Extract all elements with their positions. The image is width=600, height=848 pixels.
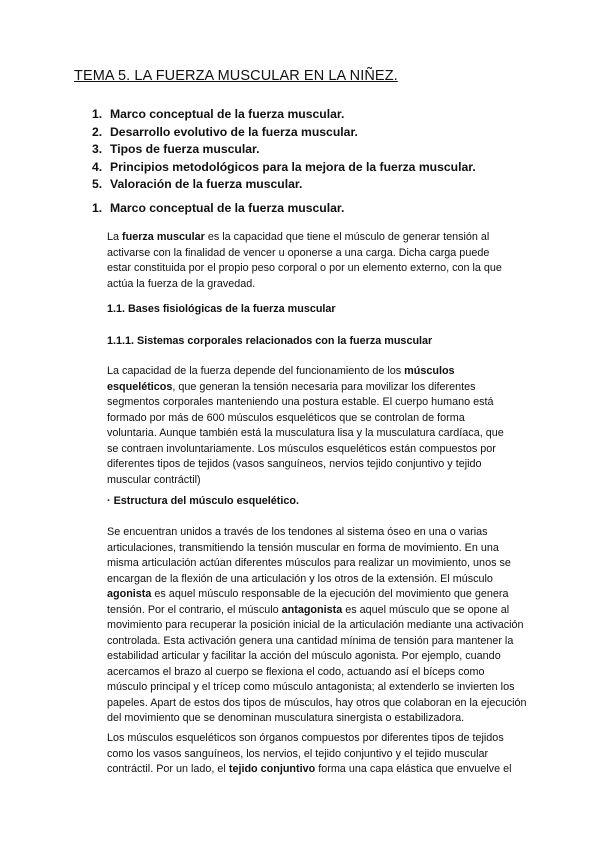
toc-item: 3. Tipos de fuerza muscular. bbox=[92, 142, 260, 156]
structure-heading: · Estructura del músculo esquelético. bbox=[107, 495, 299, 507]
subsubsection-heading: 1.1.1. Sistemas corporales relacionados con la fuerza muscular bbox=[107, 335, 433, 347]
toc-item: 1. Marco conceptual de la fuerza muscular. bbox=[92, 107, 345, 121]
paragraph-structure: Se encuentran unidos a través de los tendones al sistema óseo en una o varias articulaciones, transmitiendo la tensión muscular en forma de movimiento. En una misma articulación actúan diferentes músculos para realizar un movimiento, unos se encargan de la flexión de una articulación y los otros de la extensión. El músculo agonista es aquel músculo responsable de la ejecución del movimiento que genera tensión. Por el contrario, el músculo antagonista es aquel músculo que se opone al movimiento para recuperar la posición inicial de la articulación mediante una activación controlada. Esta activación genera una cantidad mínima de tensión para mantener la estabilidad articular y facilitar la acción del músculo agonista. Por ejemplo, cuando acercamos el brazo al cuerpo se flexiona el codo, actuando así el bíceps como músculo principal y el trícep como músculo antagonista; al extenderlo se invierten los papeles. Apart de estos dos tipos de músculos, hay otros que colaboran en la ejecución del movimiento que se denominan musculatura sinergista o estabilizadora. bbox=[107, 526, 527, 724]
toc-item: 2. Desarrollo evolutivo de la fuerza muscular. bbox=[92, 124, 358, 139]
subsection-heading: 1.1. Bases fisiológicas de la fuerza muscular bbox=[107, 303, 336, 315]
toc-item: 4. Principios metodológicos para la mejora de la fuerza muscular. bbox=[92, 159, 476, 174]
page-title: TEMA 5. LA FUERZA MUSCULAR EN LA NIÑEZ. bbox=[74, 68, 398, 84]
paragraph-tissues: Los músculos esqueléticos son órganos compuestos por diferentes tipos de tejidos como los vasos sanguíneos, los nervios, el tejido conjuntivo y el tejido muscular contráctil. Por un lado, el tejido conjuntivo forma una capa elástica que envuelve el bbox=[107, 732, 512, 775]
section-heading: 1. Marco conceptual de la fuerza muscular. bbox=[92, 201, 345, 215]
toc-item: 5. Valoración de la fuerza muscular. bbox=[92, 177, 303, 191]
paragraph-definition: La fuerza muscular es la capacidad que tiene el músculo de generar tensión al activarse con la finalidad de vencer u oponerse a una carga. Dicha carga puede estar constituida por el propio peso corporal o por un elemento externo, con la que actúa la fuerza de la gravedad. bbox=[107, 231, 502, 290]
table-of-contents bbox=[92, 106, 476, 194]
paragraph-skeletal-muscles: La capacidad de la fuerza depende del funcionamiento de los músculos esqueléticos, que generan la tensión necesaria para movilizar los diferentes segmentos corporales manteniendo una postura estable. El cuerpo humano está formado por más de 600 músculos esqueléticos que se controlan de forma voluntaria. Aunque también está la musculatura lisa y la musculatura cardíaca, que se contraen involuntariamente. Los músculos esqueléticos están compuestos por diferentes tipos de tejidos (vasos sanguíneos, nervios tejido conjuntivo y tejido muscular contráctil) bbox=[107, 365, 504, 486]
